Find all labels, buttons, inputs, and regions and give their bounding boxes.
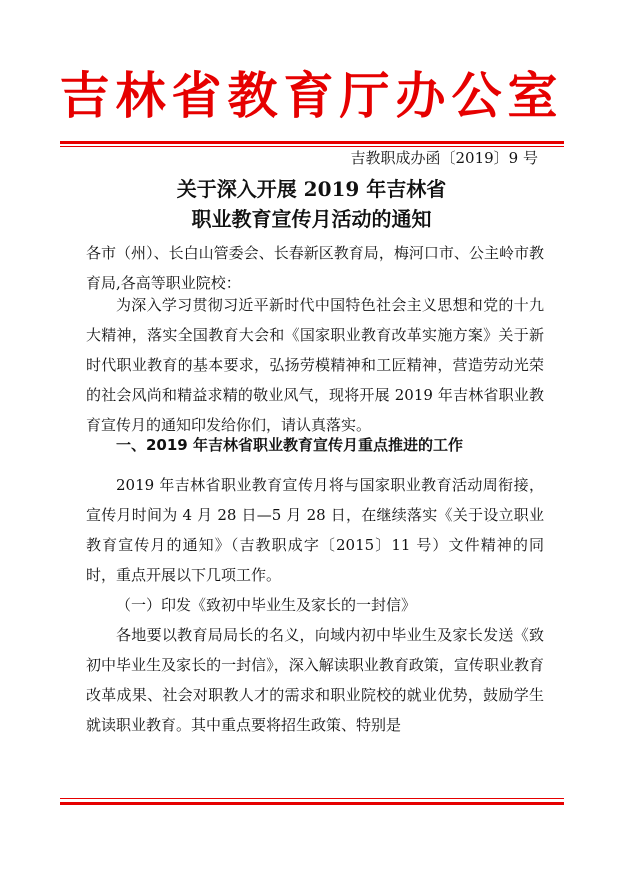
footer-rule-thin [60,798,564,799]
masthead-rule-thick [60,141,564,144]
title-line-2: 职业教育宣传月活动的通知 [191,207,432,231]
section-1-body: 2019 年吉林省职业教育宣传月将与国家职业教育活动周衔接，宣传月时间为 4 月 28 日—5 月 28 日，在继续落实《关于设立职业教育宣传月的通知》（吉教职成字〔2015〕11 号）文件精神的同时，重点开展以下几项工作。 [86,476,544,584]
title-line-1: 关于深入开展 2019 年吉林省 [176,177,447,201]
org-masthead: 吉林省教育厅办公室 [59,67,564,125]
subsection-1-body: 各地要以教育局局长的名义，向域内初中毕业生及家长发送《致初中毕业生及家长的一封信》，深入解读职业教育政策，宣传职业教育改革成果、社会对职教人才的需求和职业院校的就业优势，鼓励学生就读职业教育。其中重点要将招生政策、特别是 [86,626,544,734]
footer-rule-thick [60,802,564,805]
document-number: 吉教职成办函〔2019〕9 号 [350,149,538,167]
intro-paragraph: 为深入学习贯彻习近平新时代中国特色社会主义思想和党的十九大精神，落实全国教育大会和《国家职业教育改革实施方案》关于新时代职业教育的基本要求，弘扬劳模精神和工匠精神，营造劳动光荣的社会风尚和精益求精的敬业风气，现将开展 2019 年吉林省职业教育宣传月的通知印发给你们，请认真落实。 [86,296,544,434]
masthead-rule-thin [60,146,564,147]
addressee: 各市（州）、长白山管委会、长春新区教育局，梅河口市、公主岭市教育局,各高等职业院校： [86,244,544,292]
section-1-heading: 一、2019 年吉林省职业教育宣传月重点推进的工作 [116,436,463,454]
subsection-1-heading: （一）印发《致初中毕业生及家长的一封信》 [116,596,417,614]
